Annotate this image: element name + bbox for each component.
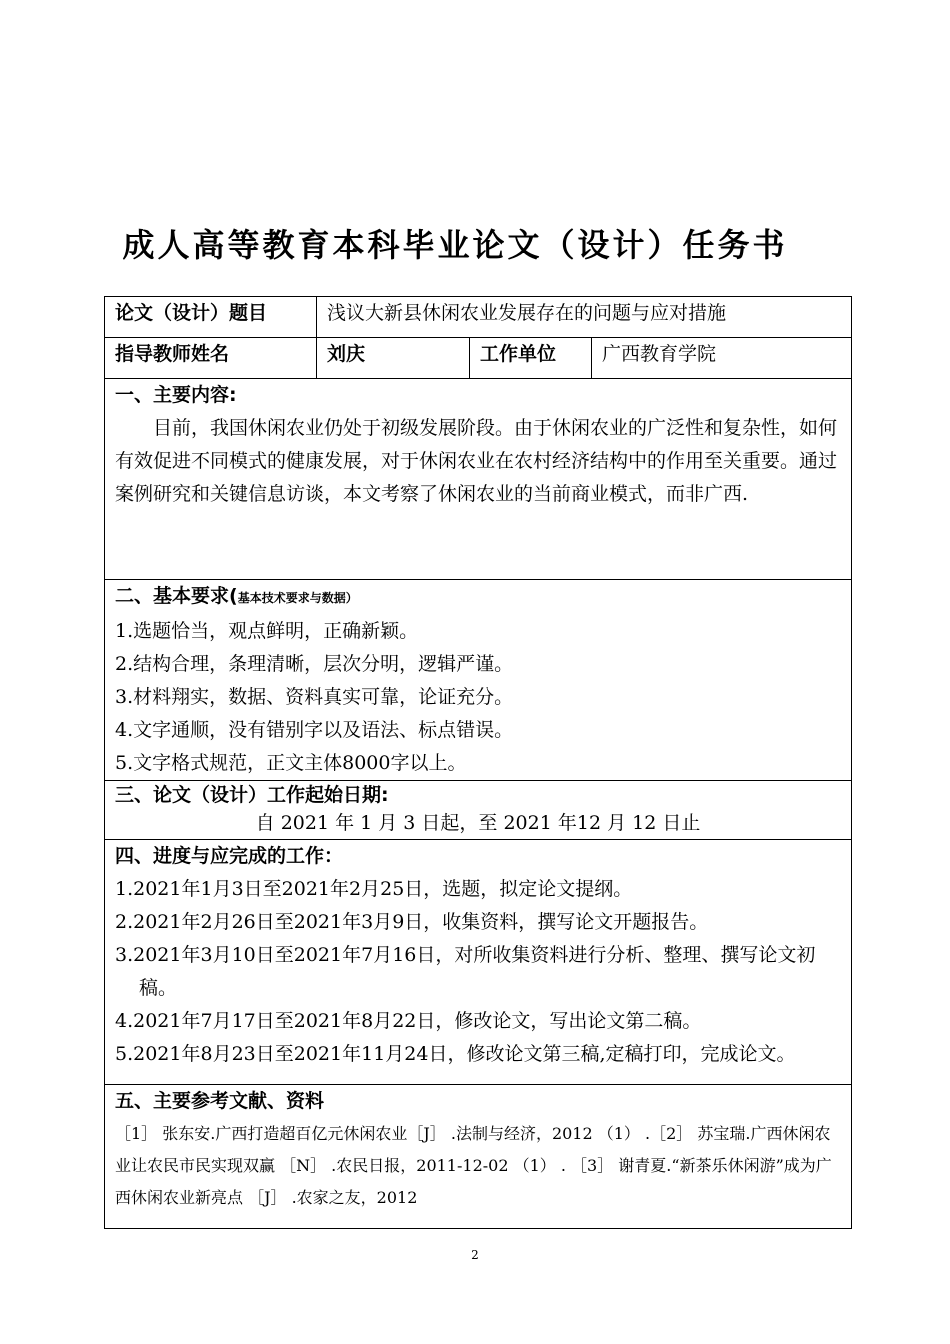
progress-item: 2.2021年2月26日至2021年3月9日，收集资料，撰写论文开题报告。 [115, 911, 709, 933]
section1-heading: 一、主要内容: [115, 384, 237, 406]
requirement-item: 1.选题恰当，观点鲜明，正确新颖。 [115, 620, 419, 642]
teacher-row [105, 338, 852, 379]
progress-item: 4.2021年7月17日至2021年8月22日，修改论文，写出论文第二稿。 [115, 1010, 702, 1032]
section4-heading: 四、进度与应完成的工作： [115, 845, 344, 867]
topic-value: 浅议大新县休闲农业发展存在的问题与应对措施 [317, 297, 852, 338]
section5-heading: 五、主要参考文献、资料 [115, 1090, 325, 1112]
page-number: 2 [471, 1248, 479, 1262]
work-dates: 自 2021 年 1 月 3 日起，至 2021 年12 月 12 日止 [255, 812, 701, 834]
section-basic-requirements [105, 580, 852, 781]
requirement-item: 2.结构合理，条理清晰，层次分明，逻辑严谨。 [115, 653, 514, 675]
references-text: ［1］ 张东安.广西打造超百亿元休闲农业［J］ .法制与经济，2012 （1） .［2］ 苏宝瑞.广西休闲农业让农民市民实现双赢 ［N］ .农民日报，2011-12-02 （1） . ［3］ 谢青夏.“新茶乐休闲游”成为广西休闲农业新亮点 ［J］ .农家之友，2012 [115, 1124, 832, 1207]
requirement-item: 5.文字格式规范，正文主体8000字以上。 [115, 752, 467, 774]
page-title: 成人高等教育本科毕业论文（设计）任务书 [122, 226, 788, 264]
progress-item: 3.2021年3月10日至2021年7月16日，对所收集资料进行分析、整理、撰写论文初稿。 [115, 944, 816, 999]
progress-item: 5.2021年8月23日至2021年11月24日，修改论文第三稿,定稿打印，完成论文。 [115, 1043, 796, 1065]
section-progress [105, 840, 852, 1085]
section-references [105, 1085, 852, 1229]
teacher-label: 指导教师姓名 [105, 338, 317, 379]
task-form-table [104, 296, 852, 1229]
section2-heading [115, 580, 841, 615]
progress-item: 1.2021年1月3日至2021年2月25日，选题，拟定论文提纲。 [115, 878, 633, 900]
section1-text: 目前，我国休闲农业仍处于初级发展阶段。由于休闲农业的广泛性和复杂性，如何有效促进不同模式的健康发展，对于休闲农业在农村经济结构中的作用至关重要。通过案例研究和关键信息访谈，本文考察了休闲农业的当前商业模式，而非广西. [115, 417, 838, 505]
unit-label: 工作单位 [470, 338, 592, 379]
section-main-content [105, 379, 852, 580]
unit-value: 广西教育学院 [592, 338, 852, 379]
section2-heading-small: 基本技术要求与数据） [237, 591, 358, 605]
section2-heading-main: 二、基本要求( [115, 585, 238, 607]
topic-row [105, 297, 852, 338]
section-dates [105, 781, 852, 840]
requirement-item: 3.材料翔实，数据、资料真实可靠，论证充分。 [115, 686, 514, 708]
requirement-item: 4.文字通顺，没有错别字以及语法、标点错误。 [115, 719, 514, 741]
teacher-value: 刘庆 [317, 338, 470, 379]
section3-heading: 三、论文（设计）工作起始日期: [115, 784, 389, 806]
topic-label: 论文（设计）题目 [105, 297, 317, 338]
